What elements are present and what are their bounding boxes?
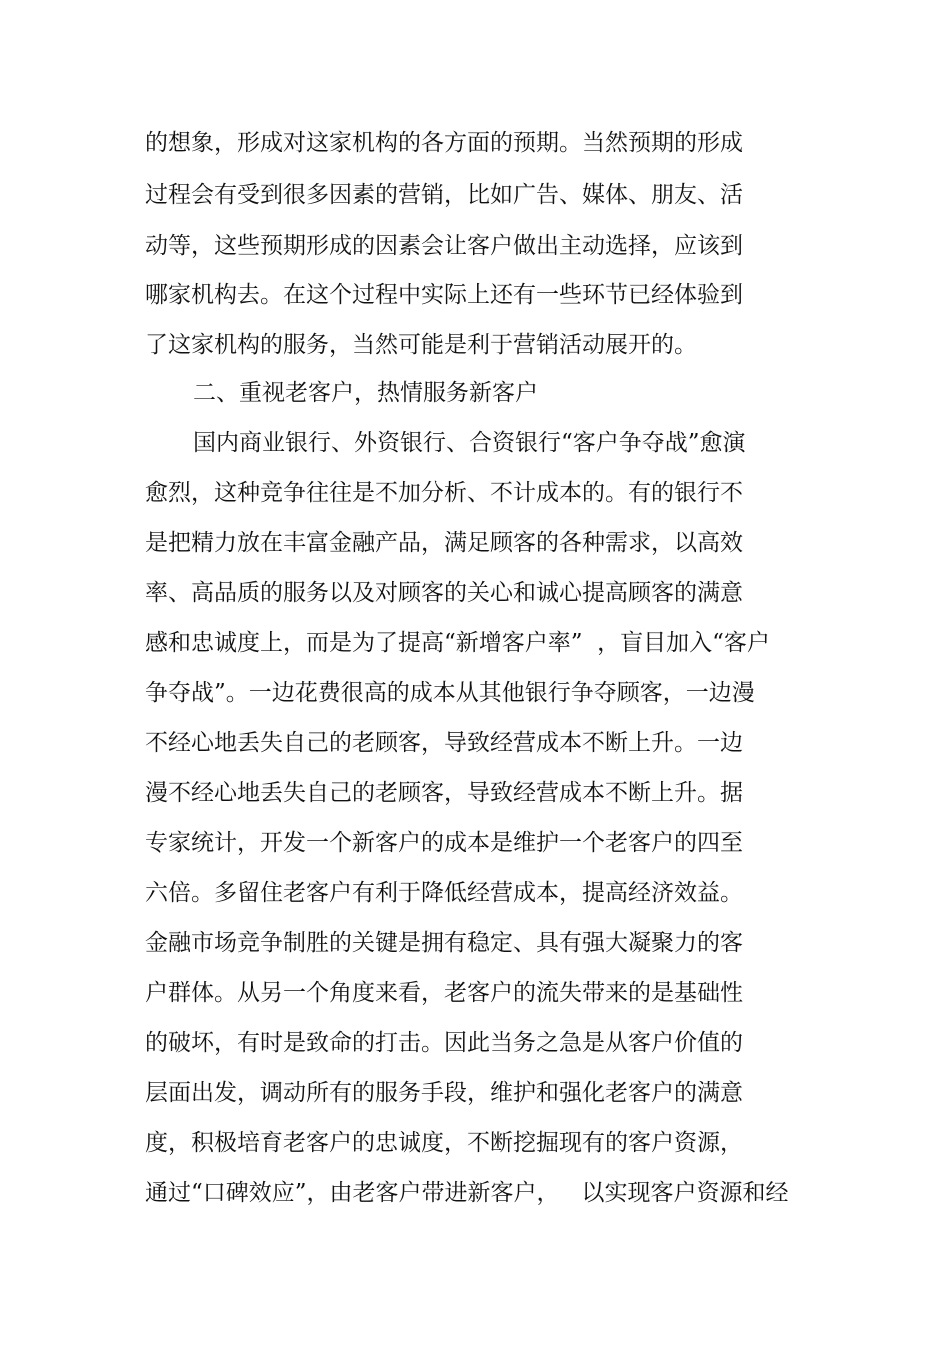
text-line-14: 漫不经心地丢失自己的老顾客，导致经营成本不断上升。据 bbox=[145, 780, 743, 806]
text-line-18: 户群体。从另一个角度来看，老客户的流失带来的是基础性 bbox=[145, 980, 743, 1006]
text-line-17: 金融市场竞争制胜的关键是拥有稳定、具有强大凝聚力的客 bbox=[145, 930, 743, 956]
section-heading: 二、重视老客户，热情服务新客户 bbox=[193, 380, 538, 406]
text-line-8: 愈烈，这种竞争往往是不加分析、不计成本的。有的银行不 bbox=[145, 480, 743, 506]
text-line-2: 过程会有受到很多因素的营销，比如广告、媒体、朋友、活 bbox=[145, 182, 743, 208]
text-line-13: 不经心地丢失自己的老顾客，导致经营成本不断上升。一边 bbox=[145, 730, 743, 756]
text-line-3: 动等，这些预期形成的因素会让客户做出主动选择，应该到 bbox=[145, 233, 743, 259]
text-line-19: 的破坏，有时是致命的打击。因此当务之急是从客户价值的 bbox=[145, 1030, 743, 1056]
text-line-10: 率、高品质的服务以及对顾客的关心和诚心提高顾客的满意 bbox=[145, 580, 743, 606]
text-line-11: 感和忠诚度上，而是为了提高“新增客户率” ，盲目加入“客户 bbox=[145, 630, 770, 656]
text-line-12: 争夺战”。一边花费很高的成本从其他银行争夺顾客，一边漫 bbox=[145, 680, 755, 706]
text-line-21: 度，积极培育老客户的忠诚度，不断挖掘现有的客户资源， bbox=[145, 1130, 743, 1156]
text-line-16: 六倍。多留住老客户有利于降低经营成本，提高经济效益。 bbox=[145, 880, 743, 906]
text-line-15: 专家统计，开发一个新客户的成本是维护一个老客户的四至 bbox=[145, 830, 743, 856]
paragraph-first-line: 国内商业银行、外资银行、合资银行“客户争夺战”愈演 bbox=[193, 430, 746, 456]
text-line-20: 层面出发，调动所有的服务手段，维护和强化老客户的满意 bbox=[145, 1080, 743, 1106]
text-line-5: 了这家机构的服务，当然可能是利于营销活动展开的。 bbox=[145, 332, 697, 358]
text-line-22: 通过“口碑效应”，由老客户带进新客户， 以实现客户资源和经 bbox=[145, 1180, 789, 1206]
text-line-9: 是把精力放在丰富金融产品，满足顾客的各种需求，以高效 bbox=[145, 530, 743, 556]
text-line-1: 的想象，形成对这家机构的各方面的预期。当然预期的形成 bbox=[145, 130, 743, 156]
text-line-4: 哪家机构去。在这个过程中实际上还有一些环节已经体验到 bbox=[145, 282, 743, 308]
